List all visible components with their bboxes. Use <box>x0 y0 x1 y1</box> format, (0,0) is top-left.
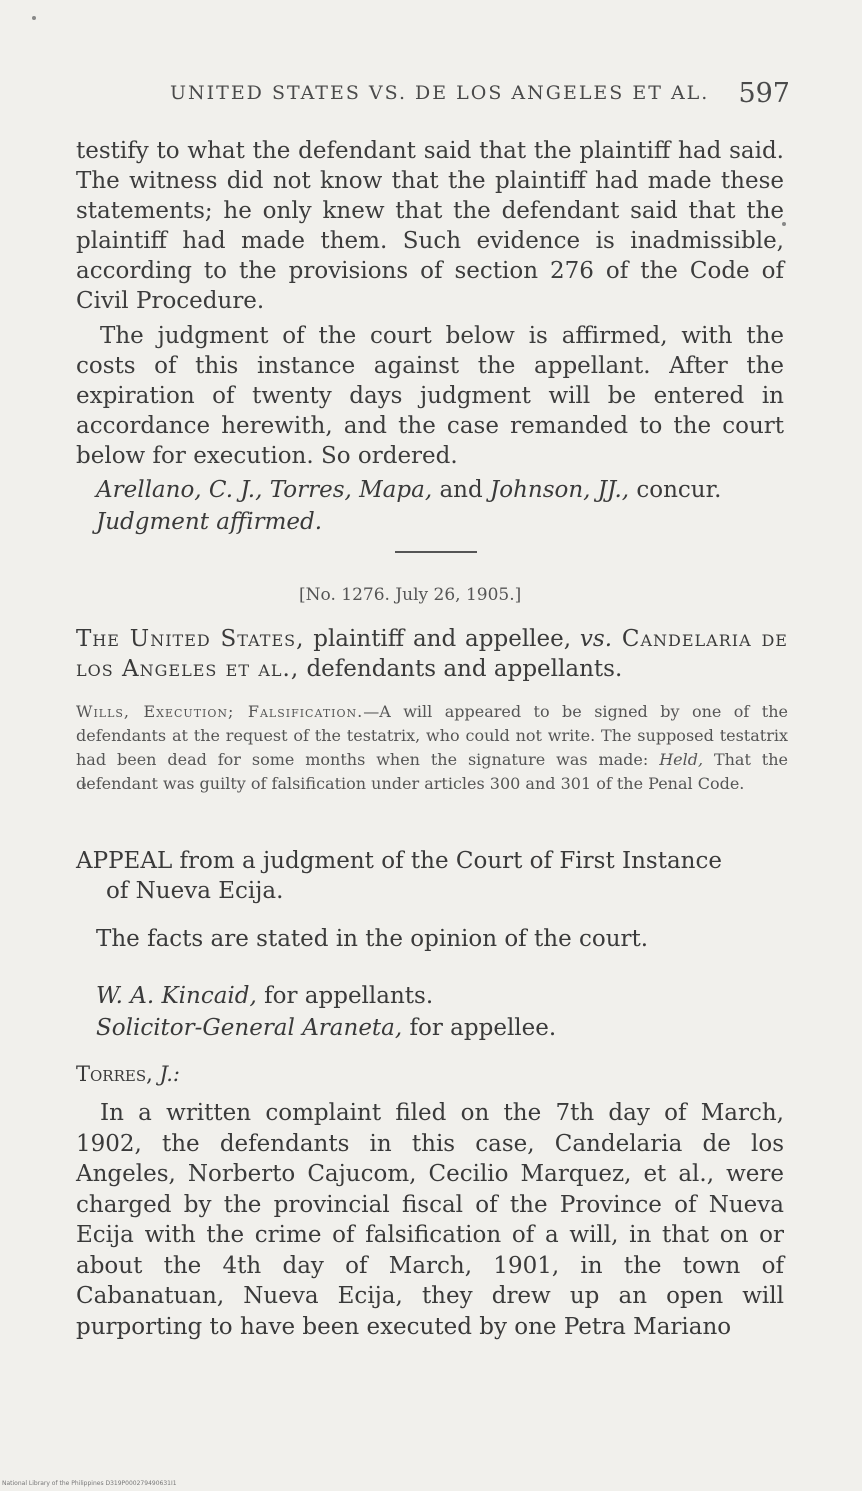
counsel-appellants-role: for appellants. <box>256 983 434 1009</box>
concur-word: concur. <box>629 477 722 503</box>
counsel-appellee-name: Solicitor-General Araneta, <box>96 1015 403 1041</box>
case-title-vs: vs. <box>579 626 613 652</box>
page-number: 597 <box>738 78 790 109</box>
case-title-defendant: Candelaria de los Angeles et al., <box>76 626 788 682</box>
opinion-author <box>76 1062 180 1086</box>
case-number: [No. 1276. July 26, 1905.] <box>299 585 522 605</box>
concurrence-block <box>96 474 784 538</box>
appeal-line-1: APPEAL from a judgment of the Court of First Instance <box>76 848 722 874</box>
running-title: UNITED STATES VS. DE LOS ANGELES ET AL. <box>170 82 710 104</box>
section-divider <box>395 551 477 553</box>
syllabus-body-end: That the defendant was guilty of falsification under articles 300 and 301 of the Penal Code. <box>76 750 789 793</box>
judgment-result: Judgment affirmed. <box>96 509 323 535</box>
case-title-plaintiff: The United States, <box>76 626 305 652</box>
opinion-author-suffix: J.: <box>152 1062 181 1086</box>
case-title <box>76 624 788 684</box>
counsel-appellee-role: for appellee. <box>402 1015 557 1041</box>
opinion-author-name: Torres, <box>76 1062 153 1086</box>
concur-and: and <box>432 477 491 503</box>
concurring-judge-last: Johnson, JJ., <box>490 477 630 503</box>
syllabus-body: —A will appeared to be signed by one of the defendants at the request of the testatrix, who could not write. The supposed testatrix had been dead for some months when the signature was made: <box>76 702 789 769</box>
scan-footer: National Library of the Philippines D319P000279490631I1 <box>2 1480 177 1487</box>
appeal-statement <box>76 846 788 906</box>
case-title-defendant-role: defendants and appellants. <box>299 656 623 682</box>
paragraph-judgment: The judgment of the court below is affirmed, with the costs of this instance against the appellant. After the expiration of twenty days judgment will be entered in accordance herewith, and the case remanded to the court below for execution. So ordered. <box>76 323 784 469</box>
concurrence-line <box>96 474 784 506</box>
counsel-appellee <box>96 1012 556 1044</box>
page-header <box>170 78 790 118</box>
case-title-role: plaintiff and appellee, <box>304 626 580 652</box>
counsel-block <box>96 980 556 1044</box>
syllabus-held: Held, <box>659 750 704 769</box>
syllabus-heading: Wills, Execution; Falsification. <box>76 702 364 721</box>
syllabus <box>76 700 788 796</box>
counsel-appellants-name: W. A. Kincaid, <box>96 983 257 1009</box>
appeal-line-2: of Nueva Ecija. <box>106 878 284 904</box>
concurring-judges: Arellano, C. J., Torres, Mapa, <box>96 477 433 503</box>
paragraph-continuation: testify to what the defendant said that the plaintiff had said. The witness did not know that the plaintiff had made these statements; he only knew that the defendant said that the plaintiff had made them. Such evidence is inadmissible, according to the provisions of section 276 of the Code of Civil Procedure. <box>76 138 784 314</box>
facts-statement: The facts are stated in the opinion of the court. <box>96 926 649 952</box>
opinion-paragraph: In a written complaint filed on the 7th day of March, 1902, the defendants in this case, Candelaria de los Angeles, Norberto Cajucom, Cecilio Marquez, et al., were charged by the provincial fiscal of the Province of Nueva Ecija with the crime of falsification of a will, in that on or about the 4th day of March, 1901, in the town of Cabanatuan, Nueva Ecija, they drew up an open will purporting to have been executed by one Petra Mariano <box>76 1100 784 1340</box>
counsel-appellants <box>96 980 556 1012</box>
scan-speck <box>32 16 36 20</box>
